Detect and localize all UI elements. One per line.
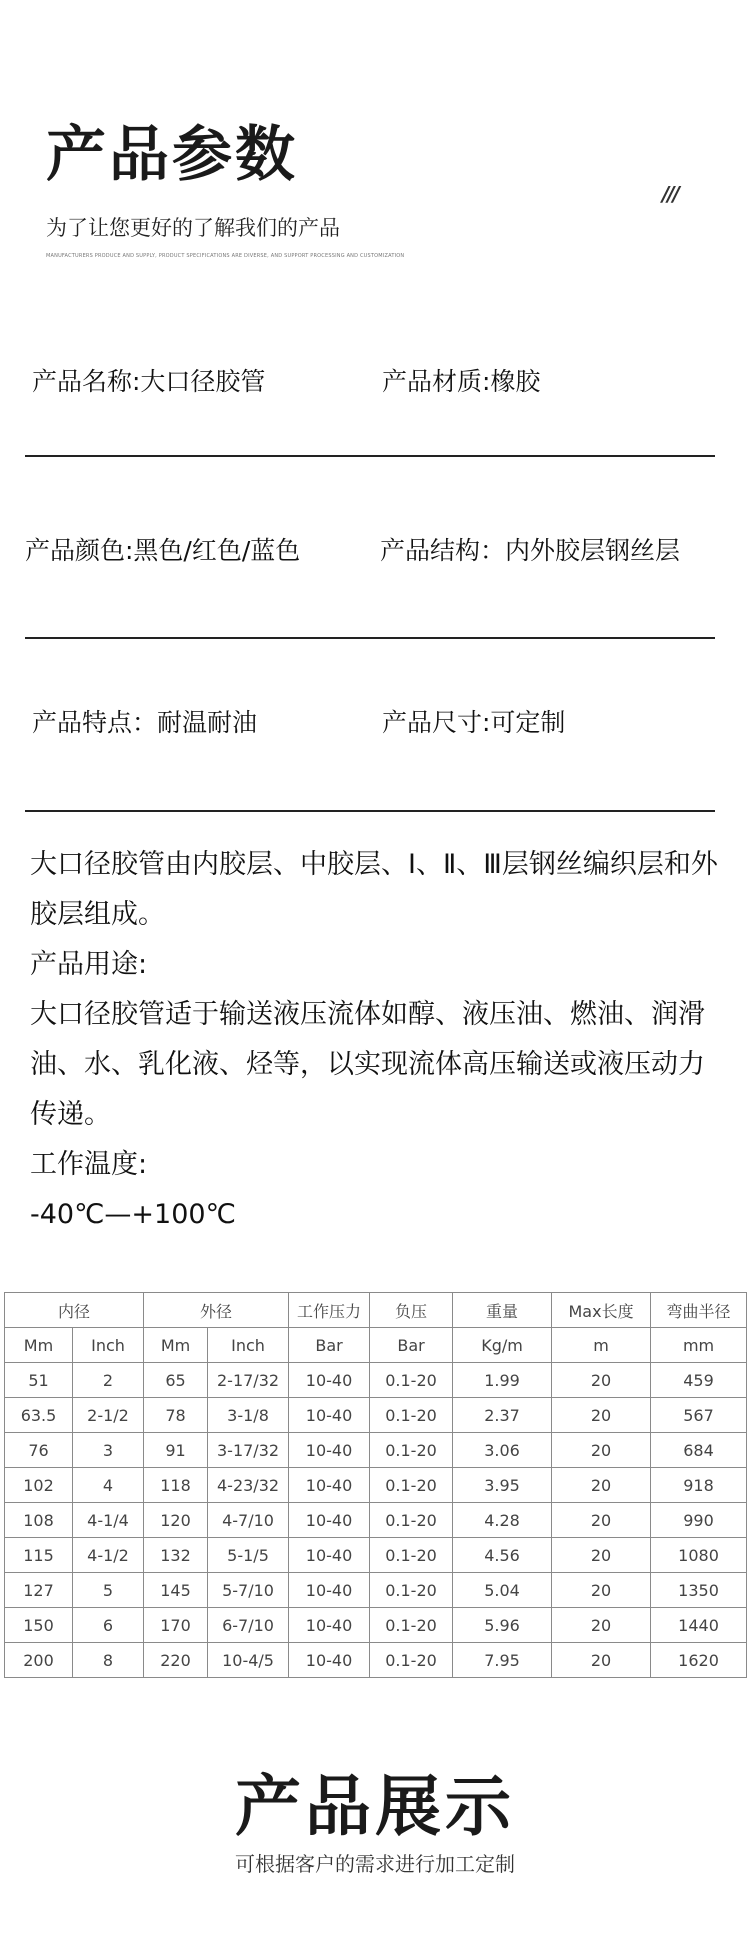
table-cell: 63.5	[5, 1398, 73, 1433]
table-cell: 76	[5, 1433, 73, 1468]
table-cell: 10-40	[289, 1503, 370, 1538]
table-cell: 1.99	[453, 1363, 552, 1398]
table-cell: 220	[144, 1643, 208, 1678]
temperature-text: -40℃—+100℃	[30, 1199, 236, 1230]
spec-material: 产品材质:橡胶	[382, 367, 541, 396]
table-cell: 5	[73, 1573, 144, 1608]
table-cell: 2-17/32	[208, 1363, 289, 1398]
table-cell: 20	[552, 1608, 651, 1643]
table-cell: 4-1/2	[73, 1538, 144, 1573]
table-cell: 10-40	[289, 1433, 370, 1468]
table-cell: 20	[552, 1398, 651, 1433]
unit-cell: m	[552, 1328, 651, 1363]
table-row	[5, 1398, 747, 1433]
header-working-pressure: 工作压力	[289, 1293, 370, 1328]
table-cell: 684	[651, 1433, 747, 1468]
table-cell: 10-40	[289, 1398, 370, 1433]
table-cell: 108	[5, 1503, 73, 1538]
table-cell: 10-40	[289, 1363, 370, 1398]
header-bend-radius: 弯曲半径	[651, 1293, 747, 1328]
table-cell: 91	[144, 1433, 208, 1468]
header-inner-diameter: 内径	[5, 1293, 144, 1328]
composition-text: 大口径胶管由内胶层、中胶层、Ⅰ、Ⅱ、Ⅲ层钢丝编织层和外胶层组成。	[30, 849, 718, 930]
table-cell: 1620	[651, 1643, 747, 1678]
table-cell: 78	[144, 1398, 208, 1433]
table-cell: 6	[73, 1608, 144, 1643]
divider	[25, 810, 715, 812]
usage-text: 大口径胶管适于输送液压流体如醇、液压油、燃油、润滑油、水、乳化液、烃等，以实现流体高压输送或液压动力传递。	[30, 999, 705, 1130]
table-cell: 20	[552, 1503, 651, 1538]
table-cell: 0.1-20	[370, 1608, 453, 1643]
spec-size: 产品尺寸:可定制	[382, 708, 566, 737]
header-weight: 重量	[453, 1293, 552, 1328]
unit-cell: Bar	[370, 1328, 453, 1363]
unit-cell: Inch	[208, 1328, 289, 1363]
table-cell: 150	[5, 1608, 73, 1643]
showcase-title: 产品展示	[235, 1768, 515, 1845]
table-cell: 10-4/5	[208, 1643, 289, 1678]
spec-color: 产品颜色:黑色/红色/蓝色	[25, 536, 301, 565]
page-subtitle: 为了让您更好的了解我们的产品	[46, 216, 340, 240]
table-cell: 20	[552, 1363, 651, 1398]
table-cell: 0.1-20	[370, 1538, 453, 1573]
table-cell: 3	[73, 1433, 144, 1468]
table-cell: 3.95	[453, 1468, 552, 1503]
table-cell: 2-1/2	[73, 1398, 144, 1433]
unit-cell: Bar	[289, 1328, 370, 1363]
spec-name: 产品名称:大口径胶管	[32, 367, 266, 396]
table-cell: 459	[651, 1363, 747, 1398]
unit-cell: Mm	[5, 1328, 73, 1363]
table-unit-row	[5, 1328, 747, 1363]
showcase-subtitle: 可根据客户的需求进行加工定制	[235, 1852, 515, 1876]
table-cell: 4	[73, 1468, 144, 1503]
table-row	[5, 1538, 747, 1573]
table-cell: 145	[144, 1573, 208, 1608]
table-cell: 4-7/10	[208, 1503, 289, 1538]
table-cell: 0.1-20	[370, 1573, 453, 1608]
tagline-small: MANUFACTURERS PRODUCE AND SUPPLY, PRODUCT SPECIFICATIONS ARE DIVERSE, AND SUPPORT PROCESSING AND CUSTOMIZATION	[46, 253, 405, 259]
table-cell: 2	[73, 1363, 144, 1398]
table-cell: 120	[144, 1503, 208, 1538]
table-cell: 6-7/10	[208, 1608, 289, 1643]
table-cell: 10-40	[289, 1608, 370, 1643]
spec-structure: 产品结构：内外胶层钢丝层	[380, 536, 681, 565]
table-cell: 5.96	[453, 1608, 552, 1643]
table-cell: 4-23/32	[208, 1468, 289, 1503]
table-cell: 4-1/4	[73, 1503, 144, 1538]
table-cell: 10-40	[289, 1468, 370, 1503]
unit-cell: Mm	[144, 1328, 208, 1363]
table-cell: 1440	[651, 1608, 747, 1643]
table-cell: 918	[651, 1468, 747, 1503]
table-cell: 20	[552, 1468, 651, 1503]
table-cell: 200	[5, 1643, 73, 1678]
table-row	[5, 1608, 747, 1643]
table-cell: 0.1-20	[370, 1433, 453, 1468]
table-cell: 132	[144, 1538, 208, 1573]
spec-feature: 产品特点：耐温耐油	[32, 708, 258, 737]
table-cell: 20	[552, 1573, 651, 1608]
table-cell: 3.06	[453, 1433, 552, 1468]
table-row	[5, 1503, 747, 1538]
unit-cell: Kg/m	[453, 1328, 552, 1363]
table-row	[5, 1573, 747, 1608]
table-cell: 3-17/32	[208, 1433, 289, 1468]
table-cell: 65	[144, 1363, 208, 1398]
unit-cell: mm	[651, 1328, 747, 1363]
divider	[25, 637, 715, 639]
header-negative-pressure: 负压	[370, 1293, 453, 1328]
table-cell: 20	[552, 1433, 651, 1468]
table-cell: 0.1-20	[370, 1398, 453, 1433]
table-cell: 4.28	[453, 1503, 552, 1538]
table-row	[5, 1363, 747, 1398]
decorative-slashes: ///	[662, 182, 678, 206]
table-cell: 3-1/8	[208, 1398, 289, 1433]
divider	[25, 455, 715, 457]
table-row	[5, 1643, 747, 1678]
table-cell: 990	[651, 1503, 747, 1538]
table-cell: 118	[144, 1468, 208, 1503]
table-cell: 127	[5, 1573, 73, 1608]
table-cell: 5-1/5	[208, 1538, 289, 1573]
table-cell: 0.1-20	[370, 1468, 453, 1503]
header-max-length: Max长度	[552, 1293, 651, 1328]
table-cell: 102	[5, 1468, 73, 1503]
table-cell: 1080	[651, 1538, 747, 1573]
table-cell: 0.1-20	[370, 1363, 453, 1398]
table-cell: 4.56	[453, 1538, 552, 1573]
table-cell: 0.1-20	[370, 1503, 453, 1538]
table-cell: 51	[5, 1363, 73, 1398]
table-cell: 10-40	[289, 1538, 370, 1573]
table-cell: 567	[651, 1398, 747, 1433]
table-cell: 20	[552, 1538, 651, 1573]
spec-table	[4, 1292, 747, 1678]
product-description	[30, 840, 720, 1240]
table-cell: 5.04	[453, 1573, 552, 1608]
table-cell: 1350	[651, 1573, 747, 1608]
table-header-row	[5, 1293, 747, 1328]
table-cell: 10-40	[289, 1573, 370, 1608]
table-cell: 20	[552, 1643, 651, 1678]
table-cell: 170	[144, 1608, 208, 1643]
usage-label: 产品用途:	[30, 949, 148, 980]
table-cell: 10-40	[289, 1643, 370, 1678]
table-cell: 2.37	[453, 1398, 552, 1433]
table-row	[5, 1468, 747, 1503]
table-row	[5, 1433, 747, 1468]
table-cell: 8	[73, 1643, 144, 1678]
table-cell: 7.95	[453, 1643, 552, 1678]
header-outer-diameter: 外径	[144, 1293, 289, 1328]
temperature-label: 工作温度:	[30, 1149, 148, 1180]
unit-cell: Inch	[73, 1328, 144, 1363]
page-title: 产品参数	[46, 120, 298, 190]
table-cell: 5-7/10	[208, 1573, 289, 1608]
table-cell: 115	[5, 1538, 73, 1573]
table-cell: 0.1-20	[370, 1643, 453, 1678]
